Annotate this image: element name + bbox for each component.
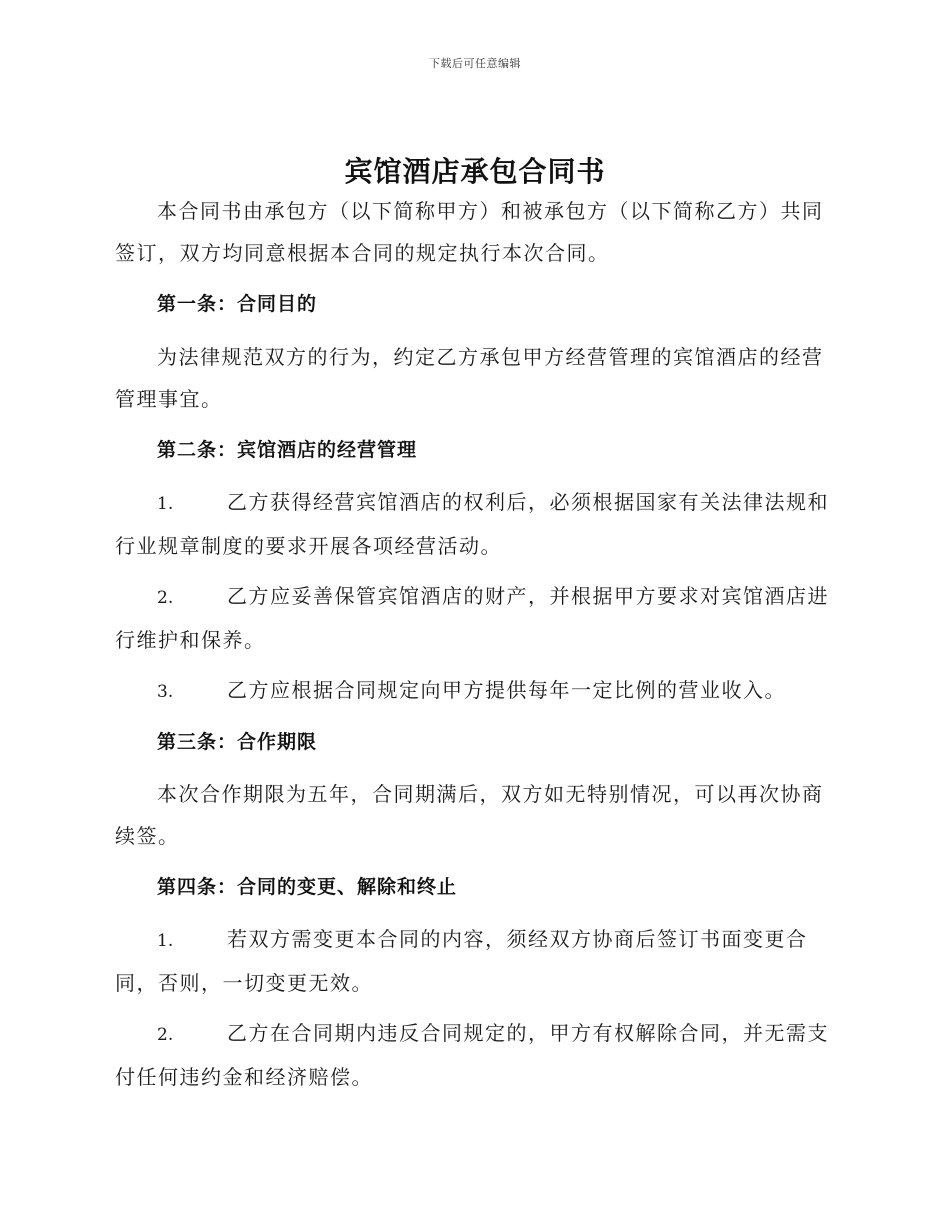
article-1-body	[115, 336, 835, 420]
article-paragraph: 本次合作期限为五年，合同期满后，双方如无特别情况，可以再次协商续签。	[115, 782, 824, 848]
list-item	[115, 918, 835, 1004]
article-2-item-3	[115, 669, 835, 713]
article-2-item-2	[115, 575, 835, 661]
article-3-heading-block	[115, 721, 835, 763]
item-text: 乙方应妥善保管宾馆酒店的财产，并根据甲方要求对宾馆酒店进行维护和保养。	[115, 584, 829, 652]
article-4-item-1	[115, 918, 835, 1004]
article-4-heading-block	[115, 866, 835, 908]
article-heading: 第三条：合作期限	[157, 731, 318, 753]
intro-block	[115, 190, 835, 274]
article-heading: 第二条：宾馆酒店的经营管理	[157, 439, 418, 461]
document-title: 宾馆酒店承包合同书	[344, 155, 606, 188]
article-3-body	[115, 773, 835, 857]
item-number: 1.	[157, 494, 174, 514]
article-2-heading-block	[115, 429, 835, 471]
item-number: 3.	[157, 682, 174, 702]
article-heading: 第四条：合同的变更、解除和终止	[157, 876, 458, 898]
item-text: 乙方获得经营宾馆酒店的权利后，必须根据国家有关法律法规和行业规章制度的要求开展各项经营活动。	[115, 490, 829, 558]
list-item	[115, 575, 835, 661]
item-number: 2.	[157, 588, 174, 608]
list-item	[115, 481, 835, 567]
header-note: 下载后可任意编辑	[429, 57, 521, 70]
item-number: 1.	[157, 931, 174, 951]
list-item	[115, 1012, 835, 1098]
list-item	[115, 669, 835, 713]
item-text: 乙方在合同期内违反合同规定的，甲方有权解除合同，并无需支付任何违约金和经济赔偿。	[115, 1021, 829, 1089]
item-number: 2.	[157, 1025, 174, 1045]
item-text: 若双方需变更本合同的内容，须经双方协商后签订书面变更合同，否则，一切变更无效。	[115, 927, 808, 995]
article-1-heading-block	[115, 283, 835, 325]
article-4-item-2	[115, 1012, 835, 1098]
intro-paragraph: 本合同书由承包方（以下简称甲方）和被承包方（以下简称乙方）共同签订，双方均同意根据本合同的规定执行本次合同。	[115, 199, 824, 265]
article-heading: 第一条：合同目的	[157, 293, 318, 315]
article-paragraph: 为法律规范双方的行为，约定乙方承包甲方经营管理的宾馆酒店的经营管理事宜。	[115, 345, 824, 411]
item-text: 乙方应根据合同规定向甲方提供每年一定比例的营业收入。	[227, 678, 786, 702]
article-2-item-1	[115, 481, 835, 567]
